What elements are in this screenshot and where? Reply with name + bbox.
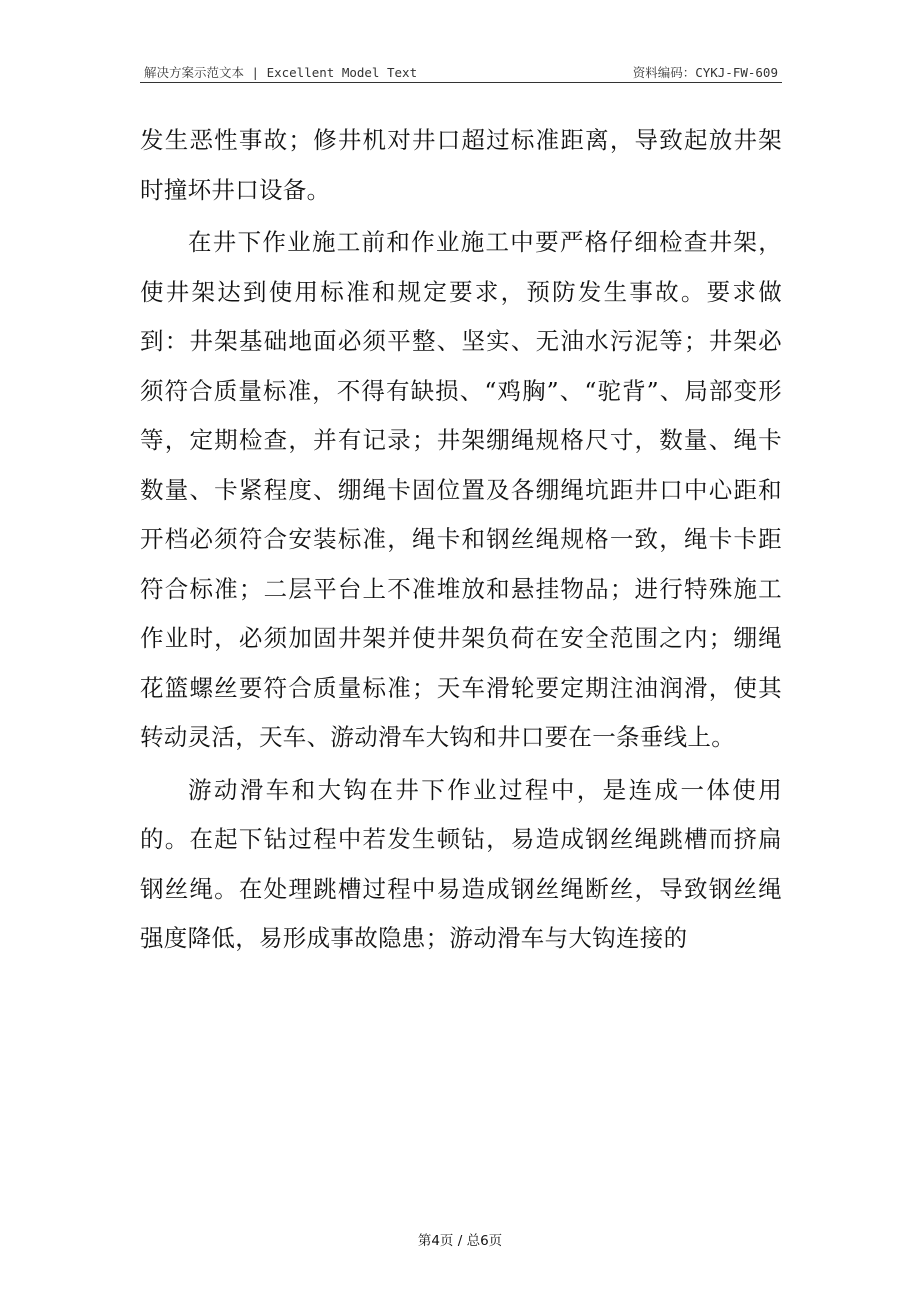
document-body <box>140 116 782 964</box>
paragraph-continuation: 发生恶性事故；修井机对井口超过标准距离，导致起放井架时撞坏井口设备。 <box>140 126 782 204</box>
page-header <box>140 60 782 83</box>
paragraph-derrick-inspection: 在井下作业施工前和作业施工中要严格仔细检查井架，使井架达到使用标准和规定要求，预防发生事故。要求做到：井架基础地面必须平整、坚实、无油水污泥等；井架必须符合质量标准，不得有缺损、“鸡胸”、“驼背”、局部变形等，定期检查，并有记录；井架绷绳规格尺寸，数量、绳卡数量、卡紧程度、绷绳卡固位置及各绷绳坑距井口中心距和开档必须符合安装标准，绳卡和钢丝绳规格一致，绳卡卡距符合标准；二层平台上不准堆放和悬挂物品；进行特殊施工作业时，必须加固井架并使井架负荷在安全范围之内；绷绳花篮螺丝要符合质量标准；天车滑轮要定期注油润滑，使其转动灵活，天车、游动滑车大钩和井口要在一条垂线上。 <box>140 228 782 751</box>
page-footer <box>0 1229 920 1249</box>
header-title: 解决方案示范文本 | Excellent Model Text <box>144 65 418 80</box>
page-number: 第4页 / 总6页 <box>417 1233 503 1249</box>
document-code: 资料编码：CYKJ-FW-609 <box>632 65 778 80</box>
paragraph-traveling-block: 游动滑车和大钩在井下作业过程中，是连成一体使用的。在起下钻过程中若发生顿钻，易造成钢丝绳跳槽而挤扁钢丝绳。在处理跳槽过程中易造成钢丝绳断丝，导致钢丝绳强度降低，易形成事故隐患；游动滑车与大钩连接的 <box>140 775 782 952</box>
